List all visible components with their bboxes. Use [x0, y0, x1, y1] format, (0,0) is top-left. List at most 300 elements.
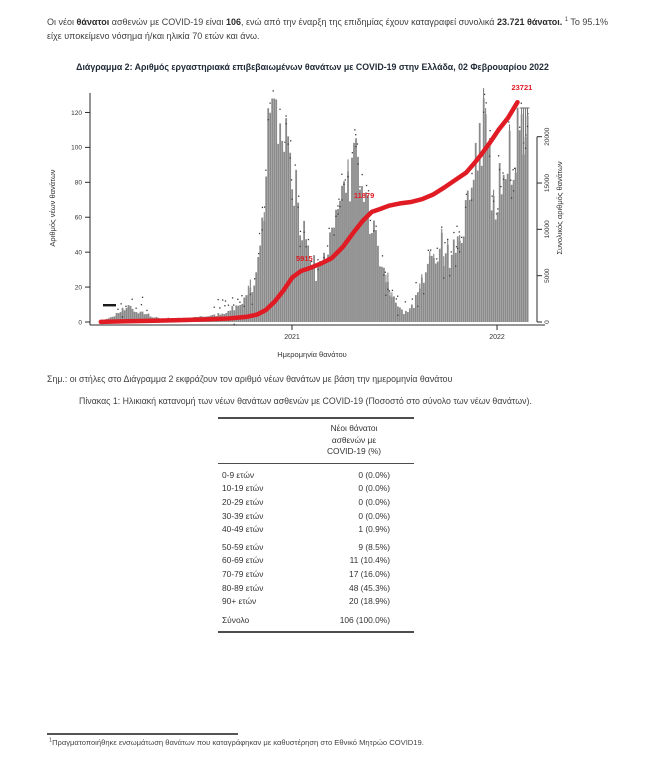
data-point: [389, 290, 390, 291]
data-point: [244, 306, 245, 307]
table-row: [218, 581, 414, 595]
data-point: [412, 298, 413, 299]
data-point: [354, 129, 355, 130]
data-point: [335, 216, 336, 217]
daily-deaths-bar: [439, 249, 441, 322]
data-point: [265, 170, 266, 171]
data-point: [519, 127, 520, 128]
intro-segment: θάνατοι: [76, 17, 110, 27]
data-point: [222, 299, 223, 300]
daily-deaths-bar: [269, 113, 271, 322]
daily-deaths-bar: [341, 186, 343, 322]
daily-deaths-bar: [507, 174, 509, 322]
data-point: [317, 259, 318, 260]
daily-deaths-bar: [429, 256, 431, 322]
data-point: [297, 206, 298, 207]
age-group-cell: 30-39 ετών: [222, 510, 264, 521]
intro-segment: Το 95.1% είχε υποκείμενο νόσημα ή/και ηλικία 70 ετών και άνω.: [47, 17, 608, 41]
daily-deaths-bar: [393, 296, 395, 322]
data-point: [415, 282, 416, 283]
deaths-value-cell: 0 (0.0%): [358, 469, 390, 480]
y-tick-right-label: 15000: [544, 173, 551, 193]
cumulative-line-label: 5915: [296, 254, 313, 264]
data-point: [499, 169, 500, 170]
daily-deaths-bar: [347, 171, 349, 322]
daily-deaths-bar: [411, 305, 413, 322]
daily-deaths-bar: [473, 180, 475, 322]
data-point: [135, 308, 136, 309]
data-point: [224, 305, 225, 306]
data-point: [120, 303, 121, 304]
footnote-divider: [47, 733, 238, 735]
data-point: [383, 274, 384, 275]
data-point: [428, 250, 429, 251]
data-point: [366, 185, 367, 186]
daily-deaths-bar: [329, 232, 331, 322]
footnote-text: Πραγματοποιήθηκε ενσωμάτωση θανάτων που καταγράφηκαν με καθυστέρηση στο Εθνικό Μητρώο COVID19.: [52, 738, 424, 747]
data-point: [327, 245, 328, 246]
deaths-value-cell: 9 (8.5%): [358, 541, 390, 552]
data-point: [338, 199, 339, 200]
data-point: [300, 231, 301, 232]
daily-deaths-bar: [469, 200, 471, 322]
age-group-cell: 10-19 ετών: [222, 483, 264, 494]
daily-deaths-bar: [497, 212, 499, 322]
daily-deaths-bar: [503, 175, 505, 322]
daily-deaths-bar: [267, 108, 269, 322]
daily-deaths-bar: [487, 148, 489, 322]
data-point: [228, 305, 229, 306]
data-point: [465, 207, 466, 208]
daily-deaths-bar: [349, 201, 351, 322]
daily-deaths-bar: [265, 177, 267, 322]
y-tick-right-label: 10000: [544, 220, 551, 239]
age-group-cell: 60-69 ετών: [222, 555, 264, 566]
footnote: [49, 738, 609, 747]
daily-deaths-bar: [453, 240, 455, 322]
daily-deaths-bar: [505, 179, 507, 322]
age-group-cell: 90+ ετών: [222, 596, 257, 607]
daily-deaths-bar: [515, 173, 517, 322]
table-bottom-border: [218, 631, 414, 633]
daily-deaths-bar: [521, 114, 523, 322]
table-row: [218, 540, 414, 554]
daily-deaths-bar: [343, 181, 345, 322]
daily-deaths-bar: [399, 308, 401, 322]
data-point: [459, 231, 460, 232]
y-axis-left-title: Αριθμός νέων θανάτων: [48, 169, 57, 247]
daily-deaths-bar: [321, 265, 323, 322]
table-row: [218, 613, 414, 627]
data-point: [352, 152, 353, 153]
daily-deaths-bar: [437, 262, 439, 322]
daily-deaths-bar: [375, 230, 377, 322]
deaths-value-cell: 106 (100.0%): [339, 614, 390, 625]
deaths-chart: [0, 80, 650, 370]
daily-deaths-bar: [285, 118, 287, 322]
y-tick-label: 40: [74, 249, 82, 257]
data-point: [492, 195, 493, 196]
x-axis-title: Ημερομηνία θανάτου: [277, 350, 347, 359]
data-point: [397, 296, 398, 297]
data-point: [508, 121, 509, 122]
daily-deaths-bar: [381, 267, 383, 322]
data-point: [373, 230, 374, 231]
y-axis-right-title: Συνολικός αριθμός θανάτων: [555, 161, 564, 255]
data-point: [355, 146, 356, 147]
data-point: [457, 248, 458, 249]
daily-deaths-bar: [379, 266, 381, 322]
daily-deaths-bar: [527, 116, 529, 322]
daily-deaths-bar: [371, 233, 373, 322]
daily-deaths-bar: [383, 268, 385, 322]
daily-deaths-bar: [293, 206, 295, 322]
data-point: [323, 257, 324, 258]
daily-deaths-bar: [305, 239, 307, 322]
data-point: [437, 248, 438, 249]
data-point: [359, 186, 360, 187]
data-point: [396, 298, 397, 299]
data-point: [511, 197, 512, 198]
daily-deaths-bar: [273, 98, 275, 322]
daily-deaths-bar: [389, 295, 391, 322]
table-header-line: COVID-19 (%): [327, 446, 381, 456]
daily-deaths-bar: [345, 193, 347, 322]
table-row: [218, 567, 414, 581]
daily-deaths-bar: [291, 189, 293, 322]
data-point: [362, 174, 363, 175]
intro-segment: Οι νέοι: [47, 17, 77, 27]
age-group-cell: Σύνολο: [222, 614, 250, 625]
daily-deaths-bar: [459, 241, 461, 322]
deaths-value-cell: 48 (45.3%): [349, 582, 390, 593]
data-point: [259, 233, 260, 234]
daily-deaths-bar: [481, 166, 483, 322]
data-point-cluster: [103, 304, 116, 306]
daily-deaths-bar: [455, 253, 457, 322]
daily-deaths-bar: [493, 196, 495, 322]
table-row: [218, 482, 414, 496]
daily-deaths-bar: [413, 308, 415, 322]
data-point: [219, 307, 220, 308]
data-point: [141, 304, 142, 305]
deaths-value-cell: 0 (0.0%): [358, 483, 390, 494]
daily-deaths-bar: [467, 191, 469, 322]
data-point: [239, 302, 240, 303]
daily-deaths-bar: [299, 235, 301, 322]
table-body: [218, 464, 414, 627]
daily-deaths-bar: [333, 228, 335, 322]
data-point: [225, 300, 226, 301]
data-point: [264, 206, 265, 207]
data-point: [417, 306, 418, 307]
table-row: [218, 594, 414, 608]
daily-deaths-bar: [523, 155, 525, 322]
daily-deaths-bar: [483, 98, 485, 322]
data-point: [493, 201, 494, 202]
data-point: [461, 237, 462, 238]
daily-deaths-bar: [287, 136, 289, 322]
data-point: [308, 239, 309, 240]
y-tick-label: 60: [74, 214, 82, 222]
data-point: [489, 156, 490, 157]
data-point: [337, 213, 338, 214]
data-point: [142, 297, 143, 298]
data-point: [303, 232, 304, 233]
table-title: Πίνακας 1: Ηλικιακή κατανομή των νέων θανάτων ασθενών με COVID-19 (Ποσοστό στο σύνολο των νέων θανάτων).: [79, 396, 532, 406]
data-point: [273, 90, 274, 91]
deaths-value-cell: 11 (10.4%): [349, 555, 390, 566]
data-point: [423, 293, 424, 294]
data-point: [451, 251, 452, 252]
daily-deaths-bar: [289, 153, 291, 322]
daily-deaths-bar: [457, 236, 459, 322]
daily-deaths-bar: [501, 194, 503, 322]
data-point: [357, 143, 358, 144]
data-point: [122, 316, 123, 317]
data-point: [233, 304, 234, 305]
table-row: [218, 495, 414, 509]
daily-deaths-bar: [275, 99, 277, 322]
daily-deaths-bar: [419, 289, 421, 322]
daily-deaths-bar: [519, 130, 521, 322]
table-header-line: Νέοι θάνατοι: [330, 423, 378, 433]
daily-deaths-bar: [337, 209, 339, 322]
data-point: [502, 172, 503, 173]
data-point: [525, 148, 526, 149]
data-point: [290, 140, 291, 141]
daily-deaths-bar: [509, 131, 511, 322]
deaths-value-cell: 0 (0.0%): [358, 496, 390, 507]
data-point: [512, 169, 513, 170]
data-point: [345, 179, 346, 180]
daily-deaths-bar: [373, 221, 375, 322]
data-point: [489, 130, 490, 131]
table-row: [218, 468, 414, 482]
data-point: [287, 143, 288, 144]
daily-deaths-bar: [377, 246, 379, 322]
data-point: [125, 306, 126, 307]
age-group-cell: 50-59 ετών: [222, 541, 264, 552]
daily-deaths-bar: [403, 314, 405, 322]
data-point: [291, 199, 292, 200]
daily-deaths-bar: [351, 158, 353, 322]
intro-segment: ασθενών με COVID-19 είναι: [109, 17, 226, 27]
data-point: [341, 199, 342, 200]
daily-deaths-bar: [471, 188, 473, 322]
data-point: [252, 304, 253, 305]
data-point: [385, 295, 386, 296]
data-point: [355, 134, 356, 135]
daily-deaths-bar: [447, 245, 449, 322]
data-point: [262, 229, 263, 230]
daily-deaths-bar: [327, 255, 329, 322]
intro-segment: , ενώ από την έναρξη της επιδημίας έχουν καταγραφεί συνολικά: [241, 17, 497, 27]
daily-deaths-bar: [415, 295, 417, 322]
daily-deaths-bar: [513, 180, 515, 322]
daily-deaths-bar: [325, 259, 327, 322]
chart-title: Διάγραμμα 2: Αριθμός εργαστηριακά επιβεβαιωμένων θανάτων με COVID-19 στην Ελλάδα, 02 Φεβρουαρίου 2022: [76, 62, 549, 72]
data-point: [234, 324, 235, 325]
data-point: [436, 258, 437, 259]
daily-deaths-bar: [417, 292, 419, 322]
daily-deaths-bar: [263, 221, 265, 322]
data-point: [486, 102, 487, 103]
data-point: [510, 180, 511, 181]
daily-deaths-bar: [369, 234, 371, 322]
data-point: [254, 278, 255, 279]
data-point: [317, 269, 318, 270]
data-point: [392, 290, 393, 291]
age-group-cell: 40-49 ετών: [222, 524, 264, 535]
data-point: [341, 174, 342, 175]
data-point: [117, 309, 118, 310]
data-point: [262, 207, 263, 208]
daily-deaths-bar: [397, 306, 399, 322]
data-point: [443, 277, 444, 278]
data-point: [376, 226, 377, 227]
daily-deaths-bar: [451, 255, 453, 322]
daily-deaths-bar: [495, 219, 497, 322]
daily-deaths-bar: [421, 277, 423, 322]
data-point: [241, 295, 242, 296]
y-tick-label: 100: [71, 144, 82, 152]
daily-deaths-bar: [335, 210, 337, 322]
data-point: [305, 246, 306, 247]
daily-deaths-bar: [385, 282, 387, 322]
data-point: [333, 234, 334, 235]
daily-deaths-bar: [261, 218, 263, 322]
data-point: [269, 102, 270, 103]
daily-deaths-bar: [511, 185, 513, 322]
daily-deaths-bar: [295, 170, 297, 322]
data-point: [513, 190, 514, 191]
daily-deaths-bar: [465, 200, 467, 322]
daily-deaths-bar: [283, 152, 285, 322]
footnote-marker: 1: [49, 737, 53, 744]
age-distribution-table: [218, 417, 414, 633]
data-point: [500, 186, 501, 187]
data-point: [527, 126, 528, 127]
data-point: [298, 196, 299, 197]
daily-deaths-bar: [441, 233, 443, 322]
daily-deaths-bar: [445, 253, 447, 322]
daily-deaths-bar: [425, 272, 427, 322]
data-point: [455, 265, 456, 266]
daily-deaths-bar: [461, 243, 463, 322]
daily-deaths-bar: [271, 98, 273, 322]
x-tick-label: 2021: [284, 334, 300, 341]
intro-segment: 106: [225, 17, 241, 27]
data-point: [459, 251, 460, 252]
daily-deaths-bar: [357, 157, 359, 322]
daily-deaths-bar: [387, 282, 389, 322]
data-point: [497, 208, 498, 209]
daily-deaths-bar: [423, 283, 425, 322]
data-point: [484, 94, 485, 95]
intro-segment: 23.721 θάνατοι.: [496, 17, 563, 27]
data-point: [268, 119, 269, 120]
daily-deaths-bar: [427, 264, 429, 322]
daily-deaths-bar: [331, 228, 333, 322]
table-row: [218, 509, 414, 523]
data-point: [397, 315, 398, 316]
deaths-value-cell: 0 (0.0%): [358, 510, 390, 521]
data-point: [514, 168, 515, 169]
y-tick-label: 20: [74, 284, 82, 292]
daily-deaths-bar: [477, 171, 479, 322]
data-point: [291, 179, 292, 180]
daily-deaths-bar: [409, 308, 411, 322]
data-point: [132, 299, 133, 300]
data-point: [444, 242, 445, 243]
daily-deaths-bar: [317, 263, 319, 322]
data-point: [289, 157, 290, 158]
y-tick-label: 120: [71, 109, 82, 117]
data-point: [250, 294, 251, 295]
data-point: [357, 163, 358, 164]
daily-deaths-bar: [339, 201, 341, 322]
daily-deaths-bar: [499, 163, 501, 322]
age-group-cell: 70-79 ετών: [222, 568, 264, 579]
chart-note: Σημ.: οι στήλες στο Διάγραμμα 2 εκφράζουν τον αριθμό νέων θανάτων με βάση την ημερομηνία θανάτου: [47, 374, 453, 384]
data-point: [218, 299, 219, 300]
table-header-line: ασθενών με: [331, 434, 377, 445]
data-point: [449, 275, 450, 276]
daily-deaths-bar: [391, 297, 393, 322]
daily-deaths-bar: [475, 143, 477, 322]
y-tick-right-label: 20000: [544, 127, 551, 146]
y-tick-right-label: 0: [544, 320, 551, 324]
data-point: [347, 176, 348, 177]
daily-deaths-bar: [433, 258, 435, 322]
data-point: [447, 239, 448, 240]
table-row: [218, 554, 414, 568]
daily-deaths-bar: [517, 108, 519, 322]
deaths-value-cell: 17 (16.0%): [349, 568, 390, 579]
data-point: [295, 164, 296, 165]
data-point: [285, 123, 286, 124]
daily-deaths-bar: [319, 261, 321, 322]
data-point: [237, 299, 238, 300]
intro-segment: 1: [564, 17, 569, 23]
daily-deaths-bar: [361, 186, 363, 322]
daily-deaths-bar: [443, 266, 445, 322]
data-point: [521, 103, 522, 104]
daily-deaths-bar: [431, 256, 433, 322]
daily-deaths-bar: [401, 310, 403, 322]
data-point: [385, 272, 386, 273]
data-point: [387, 289, 388, 290]
data-point: [382, 255, 383, 256]
daily-deaths-bar: [365, 192, 367, 322]
data-point: [337, 205, 338, 206]
data-point: [430, 249, 431, 250]
age-group-cell: 0-9 ετών: [222, 469, 255, 480]
y-tick-label: 0: [78, 319, 82, 327]
daily-deaths-bar: [301, 240, 303, 322]
data-point: [483, 112, 484, 113]
table-header: [218, 419, 414, 463]
data-point: [405, 301, 406, 302]
data-point: [146, 310, 147, 311]
data-point: [370, 220, 371, 221]
data-point: [498, 155, 499, 156]
data-point: [214, 307, 215, 308]
cumulative-line-label: 11879: [353, 190, 375, 200]
data-point: [471, 199, 472, 200]
daily-deaths-bar: [405, 311, 407, 322]
